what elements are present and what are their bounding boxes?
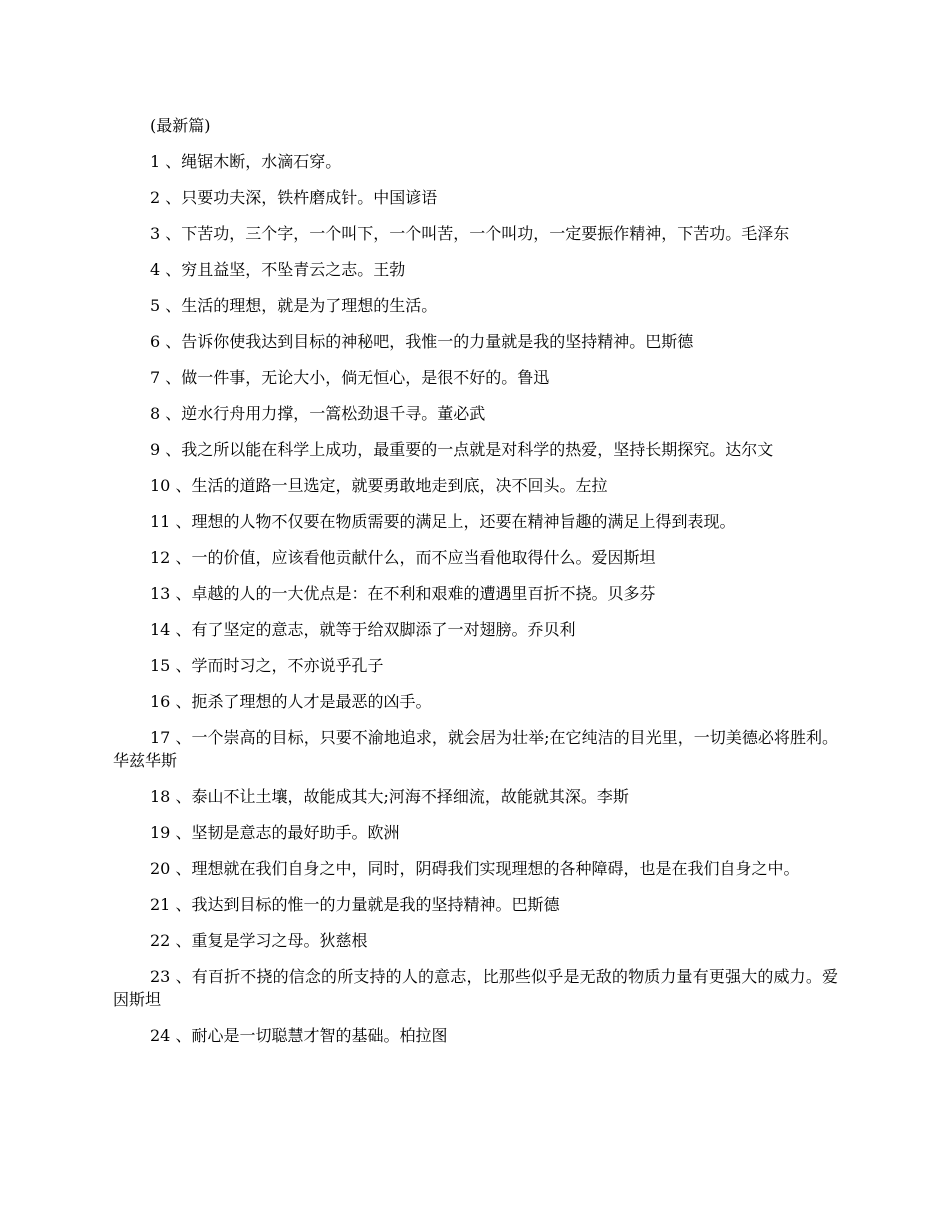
quote-item: 6 、告诉你使我达到目标的神秘吧，我惟一的力量就是我的坚持精神。巴斯德	[150, 332, 694, 351]
quote-item: 12 、一的价值，应该看他贡献什么，而不应当看他取得什么。爱因斯坦	[150, 548, 656, 567]
quote-item: 7 、做一件事，无论大小，倘无恒心，是很不好的。鲁迅	[150, 368, 550, 387]
quote-item: 16 、扼杀了理想的人才是最恶的凶手。	[150, 692, 432, 711]
quote-item: 13 、卓越的人的一大优点是：在不利和艰难的遭遇里百折不挠。贝多芬	[150, 584, 656, 603]
quote-item: 24 、耐心是一切聪慧才智的基础。柏拉图	[150, 1026, 448, 1045]
quote-item: 23 、有百折不挠的信念的所支持的人的意志，比那些似乎是无敌的物质力量有更强大的威力。爱因斯坦	[113, 967, 838, 1009]
quote-item: 22 、重复是学习之母。狄慈根	[150, 931, 368, 950]
quote-item: 2 、只要功夫深，铁杵磨成针。中国谚语	[150, 188, 438, 207]
quote-item: 8 、逆水行舟用力撑，一篙松劲退千寻。董必武	[150, 404, 486, 423]
quote-item: 4 、穷且益坚，不坠青云之志。王勃	[150, 260, 406, 279]
quote-item: 9 、我之所以能在科学上成功，最重要的一点就是对科学的热爱，坚持长期探究。达尔文	[150, 440, 774, 459]
document-heading: (最新篇)	[150, 116, 211, 135]
quote-item: 21 、我达到目标的惟一的力量就是我的坚持精神。巴斯德	[150, 895, 560, 914]
quote-item: 15 、学而时习之，不亦说乎孔子	[150, 656, 384, 675]
quote-item: 1 、绳锯木断，水滴石穿。	[150, 152, 342, 171]
quote-item: 20 、理想就在我们自身之中，同时，阴碍我们实现理想的各种障碍，也是在我们自身之中。	[150, 859, 800, 878]
document-body	[113, 114, 838, 1060]
quote-item: 19 、坚韧是意志的最好助手。欧洲	[150, 823, 400, 842]
quote-item: 3 、下苦功，三个字，一个叫下，一个叫苦，一个叫功，一定要振作精神，下苦功。毛泽东	[150, 224, 790, 243]
quote-item: 17 、一个崇高的目标，只要不渝地追求，就会居为壮举;在它纯洁的目光里，一切美德必将胜利。华兹华斯	[113, 728, 838, 770]
quote-item: 11 、理想的人物不仅要在物质需要的满足上，还要在精神旨趣的满足上得到表现。	[150, 512, 736, 531]
quote-item: 10 、生活的道路一旦选定，就要勇敢地走到底，决不回头。左拉	[150, 476, 608, 495]
quote-item: 14 、有了坚定的意志，就等于给双脚添了一对翅膀。乔贝利	[150, 620, 576, 639]
quote-item: 18 、泰山不让土壤，故能成其大;河海不择细流，故能就其深。李斯	[150, 787, 629, 806]
quote-item: 5 、生活的理想，就是为了理想的生活。	[150, 296, 438, 315]
